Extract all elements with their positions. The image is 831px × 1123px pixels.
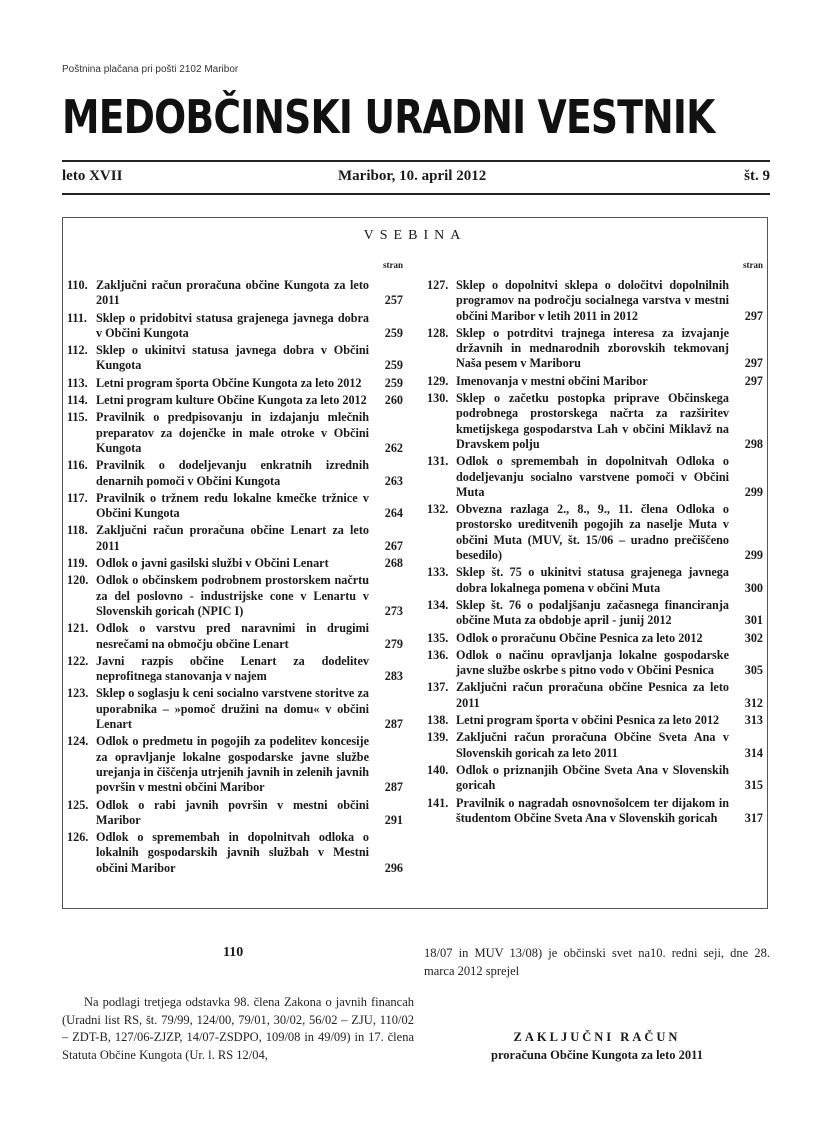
toc-entry-page: 262 — [384, 440, 403, 455]
toc-entry[interactable] — [67, 343, 403, 374]
toc-entry-title: Odlok o priznanjih Občine Sveta Ana v Slovenskih goricah — [456, 762, 729, 793]
toc-entry[interactable] — [427, 278, 763, 324]
toc-entry-title: Sklep št. 75 o ukinitvi statusa grajenega javnega dobra lokalnega pomena v občini Muta — [456, 565, 729, 595]
toc-entry[interactable] — [67, 830, 403, 876]
toc-entry-title: Sklep o soglasju k ceni socialno varstvene storitve za uporabnika – »pomoč družini na domu« v občini Lenart — [96, 686, 369, 732]
table-of-contents — [62, 217, 768, 909]
issue-number: št. 9 — [744, 168, 770, 184]
toc-entry[interactable] — [67, 686, 403, 732]
toc-entry-number: 137. — [427, 680, 449, 695]
toc-entry[interactable] — [427, 730, 763, 761]
toc-entry-number: 119. — [67, 556, 88, 571]
toc-entry[interactable] — [67, 556, 403, 571]
toc-entry-page: 279 — [384, 636, 403, 651]
toc-entry-title: Letni program športa Občine Kungota za leto 2012 — [96, 375, 362, 390]
toc-entry[interactable] — [67, 523, 403, 554]
toc-entry-page: 283 — [384, 669, 403, 684]
toc-entry-number: 125. — [67, 797, 89, 812]
toc-entry-page: 298 — [744, 436, 763, 451]
toc-entry[interactable] — [67, 573, 403, 619]
toc-entry[interactable] — [67, 734, 403, 795]
postage-note: Poštnina plačana pri pošti 2102 Maribor — [62, 64, 239, 75]
toc-entry-page: 297 — [744, 308, 763, 323]
toc-entry-page: 299 — [744, 484, 763, 499]
toc-entry[interactable] — [427, 565, 763, 596]
toc-entry-title: Sklep o pridobitvi statusa grajenega javnega dobra v Občini Kungota — [96, 310, 369, 340]
toc-entry-number: 138. — [427, 713, 449, 728]
toc-entry-title: Zaključni račun proračuna občine Pesnica za leto 2011 — [456, 680, 729, 710]
toc-entries-left — [67, 278, 403, 878]
toc-entry-number: 111. — [67, 310, 87, 325]
toc-entry[interactable] — [427, 713, 763, 728]
toc-entry-page: 263 — [384, 473, 403, 488]
toc-entry-number: 124. — [67, 734, 89, 749]
issue-date: Maribor, 10. april 2012 — [338, 168, 487, 184]
toc-entry-title: Zaključni račun proračuna občine Kungota za leto 2011 — [96, 278, 369, 308]
toc-title: VSEBINA — [363, 228, 467, 243]
toc-entry-number: 130. — [427, 391, 449, 406]
toc-entry-title: Sklep št. 76 o podaljšanju začasnega financiranja občine Muta za obdobje april - junij 2012 — [456, 597, 729, 628]
toc-entry-title: Zaključni račun proračuna občine Lenart za leto 2011 — [96, 523, 369, 553]
masthead-title: MEDOBČINSKI URADNI VESTNIK — [62, 90, 715, 144]
toc-entry[interactable] — [427, 680, 763, 711]
toc-entry-number: 112. — [67, 343, 88, 358]
toc-entry-number: 133. — [427, 565, 449, 580]
toc-page-label: stran — [743, 260, 763, 270]
toc-entry-page: 317 — [744, 810, 763, 825]
toc-entry-number: 136. — [427, 647, 449, 662]
toc-entry-number: 139. — [427, 730, 449, 745]
toc-entry-number: 123. — [67, 686, 89, 701]
toc-page-label: stran — [383, 260, 403, 270]
toc-entry[interactable] — [67, 798, 403, 829]
toc-entry-page: 268 — [384, 556, 403, 571]
toc-entry-page: 297 — [744, 356, 763, 371]
toc-entry-number: 131. — [427, 454, 449, 469]
toc-entry-title: Pravilnik o dodeljevanju enkratnih izrednih denarnih pomoči v Občini Kungota — [96, 458, 369, 488]
toc-entry-number: 113. — [67, 375, 88, 390]
toc-entry-page: 259 — [384, 325, 403, 340]
toc-entry-title: Odlok o rabi javnih površin v mestni občini Maribor — [96, 797, 369, 827]
toc-entry-page: 312 — [744, 695, 763, 710]
toc-entry-title: Pravilnik o nagradah osnovnošolcem ter dijakom in študentom Občine Sveta Ana v Slovenskih goricah — [456, 795, 729, 825]
toc-entry[interactable] — [427, 502, 763, 563]
toc-entry[interactable] — [67, 654, 403, 685]
toc-entry-number: 120. — [67, 573, 89, 588]
toc-entry[interactable] — [427, 454, 763, 500]
toc-entry-page: 267 — [384, 538, 403, 553]
toc-entry-title: Odlok o občinskem podrobnem prostorskem načrtu za del poslovno - industrijske cone v Lenartu v Slovenskih goricah (NPIC I) — [96, 573, 369, 618]
toc-entry-number: 141. — [427, 795, 449, 810]
toc-entry[interactable] — [67, 393, 403, 408]
toc-entry-page: 260 — [384, 393, 403, 408]
toc-entry[interactable] — [67, 458, 403, 489]
toc-entry-title: Pravilnik o tržnem redu lokalne kmečke tržnice v Občini Kungota — [96, 490, 369, 521]
toc-entry[interactable] — [67, 491, 403, 522]
toc-entry-title: Obvezna razlaga 2., 8., 9., 11. člena Odloka o prostorsko ureditvenih pogojih za naselje Muta v občini Muta (MUV, št. 15/06 – uradno prečiščeno besedilo) — [456, 502, 729, 563]
toc-entry-title: Odlok o varstvu pred naravnimi in drugimi nesrečami na območju občine Lenart — [96, 621, 369, 651]
document-title: ZAKLJUČNI RAČUN — [513, 1030, 681, 1044]
toc-entry-title: Letni program kulture Občine Kungota za leto 2012 — [96, 393, 367, 408]
toc-entry-page: 301 — [744, 613, 763, 628]
toc-entry-number: 114. — [67, 393, 88, 408]
toc-entry-number: 116. — [67, 458, 88, 473]
document-subtitle: proračuna Občine Kungota za leto 2011 — [491, 1048, 703, 1062]
toc-entries-right — [427, 278, 763, 828]
toc-entry-number: 135. — [427, 630, 449, 645]
toc-entry[interactable] — [427, 763, 763, 794]
document-number: 110 — [223, 945, 244, 960]
toc-entry-page: 296 — [384, 860, 403, 875]
toc-entry-number: 132. — [427, 502, 449, 517]
toc-entry[interactable] — [427, 648, 763, 679]
toc-entry-page: 313 — [744, 713, 763, 728]
toc-entry-page: 273 — [384, 603, 403, 618]
toc-entry-page: 259 — [384, 375, 403, 390]
toc-entry-title: Odlok o proračunu Občine Pesnica za leto 2012 — [456, 630, 703, 645]
toc-entry-title: Zaključni račun proračuna Občine Sveta Ana v Slovenskih goricah za leto 2011 — [456, 730, 729, 760]
toc-entry-page: 297 — [744, 373, 763, 388]
toc-entry[interactable] — [67, 311, 403, 342]
masthead-rule-top — [62, 160, 770, 162]
toc-entry-title: Sklep o potrditvi trajnega interesa za izvajanje državnih in mednarodnih zborovskih tekmovanj Naša pesem v Mariboru — [456, 325, 729, 371]
toc-entry-number: 134. — [427, 597, 449, 612]
toc-entry-number: 110. — [67, 278, 88, 292]
toc-entry-page: 305 — [744, 663, 763, 678]
toc-entry[interactable] — [67, 621, 403, 652]
toc-entry-number: 115. — [67, 410, 88, 425]
toc-entry[interactable] — [427, 598, 763, 629]
toc-entry[interactable] — [427, 796, 763, 827]
toc-entry-page: 257 — [384, 293, 403, 308]
toc-entry-number: 126. — [67, 830, 89, 845]
toc-entry-title: Odlok o spremembah in dopolnitvah Odloka o dodeljevanju socialno varstvene pomoči v Občini Muta — [456, 454, 729, 499]
toc-entry-title: Javni razpis občine Lenart za dodelitev neprofitnega stanovanja v najem — [96, 653, 369, 684]
toc-entry[interactable] — [67, 376, 403, 391]
toc-entry[interactable] — [427, 326, 763, 372]
toc-entry-number: 117. — [67, 490, 88, 505]
toc-entry-title: Odlok o spremembah in dopolnitvah odloka o lokalnih gospodarskih javnih službah v Mestni občini Maribor — [96, 830, 369, 875]
issue-info-row — [62, 168, 770, 190]
issue-year: leto XVII — [62, 168, 123, 184]
toc-entry[interactable] — [67, 278, 403, 309]
toc-entry-page: 264 — [384, 506, 403, 521]
toc-entry-page: 259 — [384, 358, 403, 373]
toc-entry-page: 291 — [384, 812, 403, 827]
toc-entry-title: Pravilnik o predpisovanju in izdajanju mlečnih preparatov za dojenčke in male otroke v Občini Kungota — [96, 410, 369, 455]
toc-entry-number: 118. — [67, 523, 88, 538]
toc-entry-title: Sklep o ukinitvi statusa javnega dobra v Občini Kungota — [96, 343, 369, 373]
toc-entry-title: Odlok o javni gasilski službi v Občini Lenart — [96, 556, 329, 571]
toc-entry-number: 122. — [67, 653, 89, 668]
toc-entry[interactable] — [427, 391, 763, 452]
toc-entry-number: 121. — [67, 621, 89, 636]
toc-entry-title: Odlok o predmetu in pogojih za podelitev koncesije za opravljanje lokalne gospodarske javne službe urejanja in čiščenja utrjenih javnih in zelenih javnih površin v mestni občini Maribor — [96, 734, 369, 795]
toc-entry-number: 140. — [427, 762, 449, 777]
toc-entry-page: 314 — [744, 745, 763, 760]
toc-entry-title: Sklep o dopolnitvi sklepa o določitvi dopolnilnih programov na področju socialnega varstva v mestni občini Maribor v letih 2011 in 2012 — [456, 278, 729, 323]
toc-entry-page: 302 — [744, 630, 763, 645]
toc-entry-page: 315 — [744, 778, 763, 793]
toc-entry[interactable] — [427, 631, 763, 646]
toc-entry-title: Letni program športa v občini Pesnica za leto 2012 — [456, 713, 720, 728]
document-paragraph-right: 18/07 in MUV 13/08) je občinski svet na10. redni seji, dne 28. marca 2012 sprejel — [424, 946, 770, 978]
toc-entry-page: 299 — [744, 548, 763, 563]
toc-entry-number: 128. — [427, 325, 449, 340]
toc-entry-title: Odlok o načinu opravljanja lokalne gospodarske javne službe oskrbe s pitno vodo v Občini Pesnica — [456, 647, 729, 678]
toc-entry-page: 287 — [384, 780, 403, 795]
toc-entry-number: 127. — [427, 278, 449, 292]
document-paragraph-left: Na podlagi tretjega odstavka 98. člena Zakona o javnih financah (Uradni list RS, št. 79/99, 124/00, 79/01, 30/02, 56/02 – ZJU, 110/02 – ZDT-B, 127/06-ZJZP, 14/07-ZSDPO, 109/08 in 49/09) in 17. člena Statuta Občine Kungota (Ur. l. RS 12/04, — [62, 995, 414, 1062]
toc-entry-page: 300 — [744, 580, 763, 595]
toc-entry-page: 287 — [384, 717, 403, 732]
masthead-rule-bottom — [62, 193, 770, 195]
toc-entry-title: Sklep o začetku postopka priprave Občinskega podrobnega prostorskega načrta za razširitev kmetijskega gospodarstva Lah v občini Miklavž na Dravskem polju — [456, 391, 729, 451]
toc-entry-number: 129. — [427, 373, 449, 388]
toc-entry[interactable] — [427, 374, 763, 389]
toc-entry-title: Imenovanja v mestni občini Maribor — [456, 373, 648, 388]
toc-entry[interactable] — [67, 410, 403, 456]
